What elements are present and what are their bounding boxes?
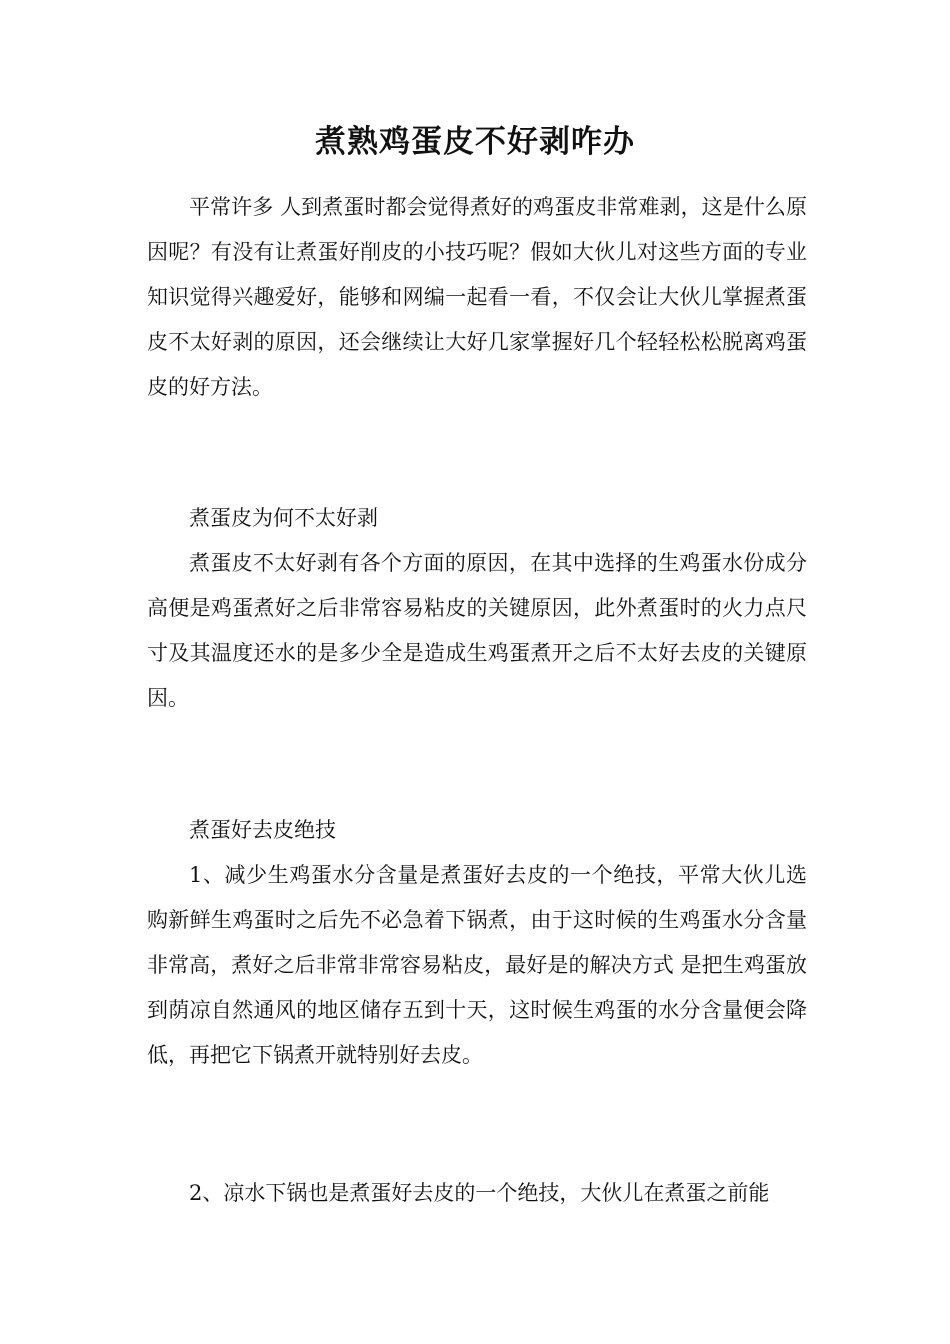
section-paragraph-reasons: 煮蛋皮不太好剥有各个方面的原因，在其中选择的生鸡蛋水份成分高便是鸡蛋煮好之后非常容易粘皮的关键原因，此外煮蛋时的火力点尺寸及其温度还水的是多少全是造成生鸡蛋煮开之后不太好去皮的关键原因。	[147, 551, 807, 710]
section-heading-why-hard-to-peel: 煮蛋皮为何不太好剥	[189, 506, 378, 530]
section-heading-peeling-tips: 煮蛋好去皮绝技	[189, 818, 336, 842]
intro-paragraph: 平常许多 人到煮蛋时都会觉得煮好的鸡蛋皮非常难剥，这是什么原因呢？有没有让煮蛋好削皮的小技巧呢？假如大伙儿对这些方面的专业知识觉得兴趣爱好，能够和网编一起看一看，不仅会让大伙儿掌握煮蛋皮不太好剥的原因，还会继续让大好几家掌握好几个轻轻松松脱离鸡蛋皮的好方法。	[147, 195, 807, 399]
tip-paragraph-2: 2、凉水下锅也是煮蛋好去皮的一个绝技，大伙儿在煮蛋之前能	[189, 1181, 770, 1205]
document-title: 煮熟鸡蛋皮不好剥咋办	[315, 124, 635, 160]
tip-paragraph-1: 1、减少生鸡蛋水分含量是煮蛋好去皮的一个绝技，平常大伙儿选购新鲜生鸡蛋时之后先不必急着下锅煮，由于这时候的生鸡蛋水分含量非常高，煮好之后非常非常容易粘皮，最好是的解决方式 是把生鸡蛋放到荫凉自然通风的地区储存五到十天，这时候生鸡蛋的水分含量便会降低，再把它下锅煮开就特别好去皮。	[147, 863, 807, 1067]
